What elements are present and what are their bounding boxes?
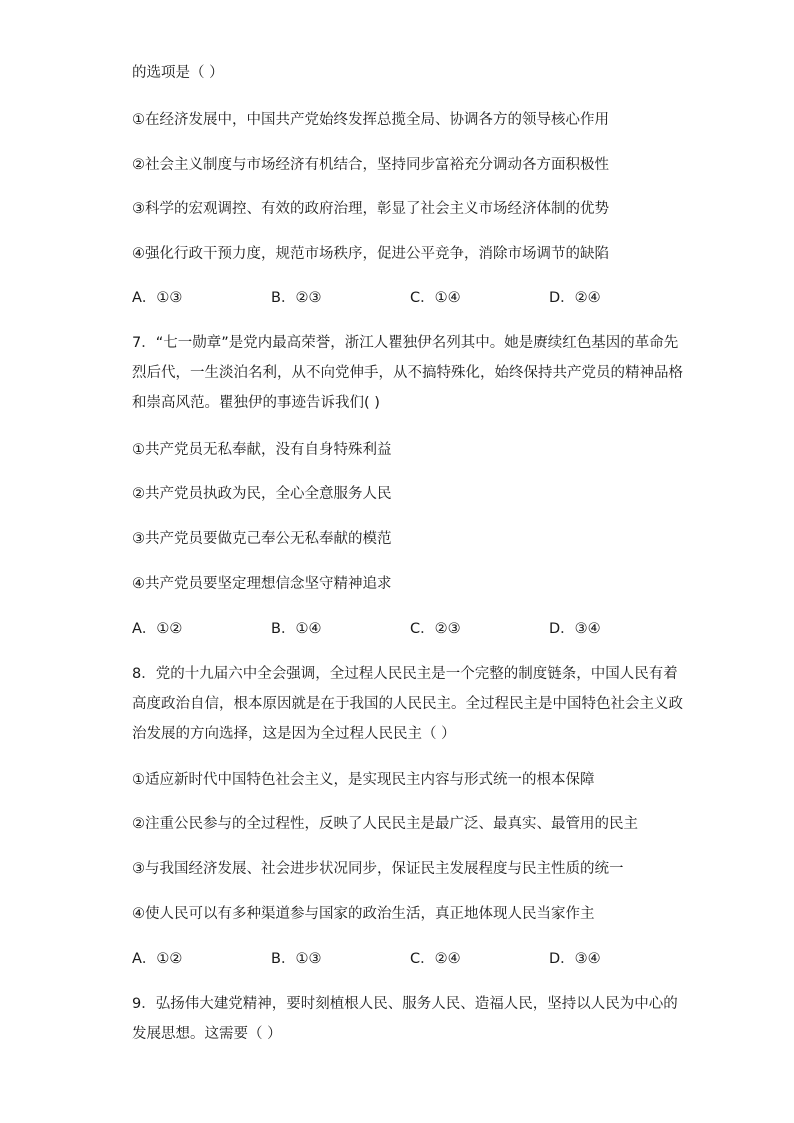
q6-option-d: D．②④ [549,290,601,306]
q6-option-a: A．①③ [132,290,183,306]
q7-item-2: ②共产党员执政为民，全心全意服务人民 [132,486,392,502]
q8-stem-line-1: 8．党的十九届六中全会强调，全过程人民民主是一个完整的制度链条，中国人民有着 [132,666,678,682]
q6-stem-tail: 的选项是（ ） [132,65,224,81]
q7-stem-line-3: 和崇高风范。瞿独伊的事迹告诉我们( ) [132,395,380,411]
q6-item-2: ②社会主义制度与市场经济有机结合，坚持同步富裕充分调动各方面积极性 [132,157,609,173]
q8-item-4: ④使人民可以有多种渠道参与国家的政治生活，真正地体现人民当家作主 [132,906,595,922]
q8-item-1: ①适应新时代中国特色社会主义，是实现民主内容与形式统一的根本保障 [132,772,595,788]
q6-item-3: ③科学的宏观调控、有效的政府治理，彰显了社会主义市场经济体制的优势 [132,201,609,217]
q8-stem-line-2: 高度政治自信，根本原因就是在于我国的人民民主。全过程民主是中国特色社会主义政 [132,696,683,712]
q7-option-b: B．①④ [271,621,322,637]
q7-option-a: A．①② [132,621,183,637]
q8-item-2: ②注重公民参与的全过程性，反映了人民民主是最广泛、最真实、最管用的民主 [132,816,638,832]
q7-stem-line-2: 烈后代，一生淡泊名利，从不向党伸手，从不搞特殊化，始终保持共产党员的精神品格 [132,365,683,381]
q7-option-c: C．②③ [410,621,461,637]
q9-stem-line-1: 9．弘扬伟大建党精神，要时刻植根人民、服务人民、造福人民，坚持以人民为中心的 [132,996,678,1012]
q8-option-d: D．③④ [549,951,601,967]
q6-item-4: ④强化行政干预力度，规范市场秩序，促进公平竞争，消除市场调节的缺陷 [132,246,609,262]
q6-option-b: B．②③ [271,290,322,306]
q9-stem-line-2: 发展思想。这需要（ ） [132,1026,282,1042]
q6-option-c: C．①④ [410,290,461,306]
q8-option-a: A．①② [132,951,183,967]
q7-option-d: D．③④ [549,621,601,637]
q8-option-b: B．①③ [271,951,322,967]
q6-item-1: ①在经济发展中，中国共产党始终发挥总揽全局、协调各方的领导核心作用 [132,112,609,128]
q7-item-1: ①共产党员无私奉献，没有自身特殊利益 [132,442,392,458]
q7-item-4: ④共产党员要坚定理想信念坚守精神追求 [132,576,392,592]
q7-item-3: ③共产党员要做克己奉公无私奉献的模范 [132,531,392,547]
q8-stem-line-3: 治发展的方向选择，这是因为全过程人民民主（ ） [132,726,456,742]
q8-item-3: ③与我国经济发展、社会进步状况同步，保证民主发展程度与民主性质的统一 [132,861,624,877]
q7-stem-line-1: 7．“七一勋章”是党内最高荣誉，浙江人瞿独伊名列其中。她是赓续红色基因的革命先 [132,335,679,351]
q8-option-c: C．②④ [410,951,461,967]
